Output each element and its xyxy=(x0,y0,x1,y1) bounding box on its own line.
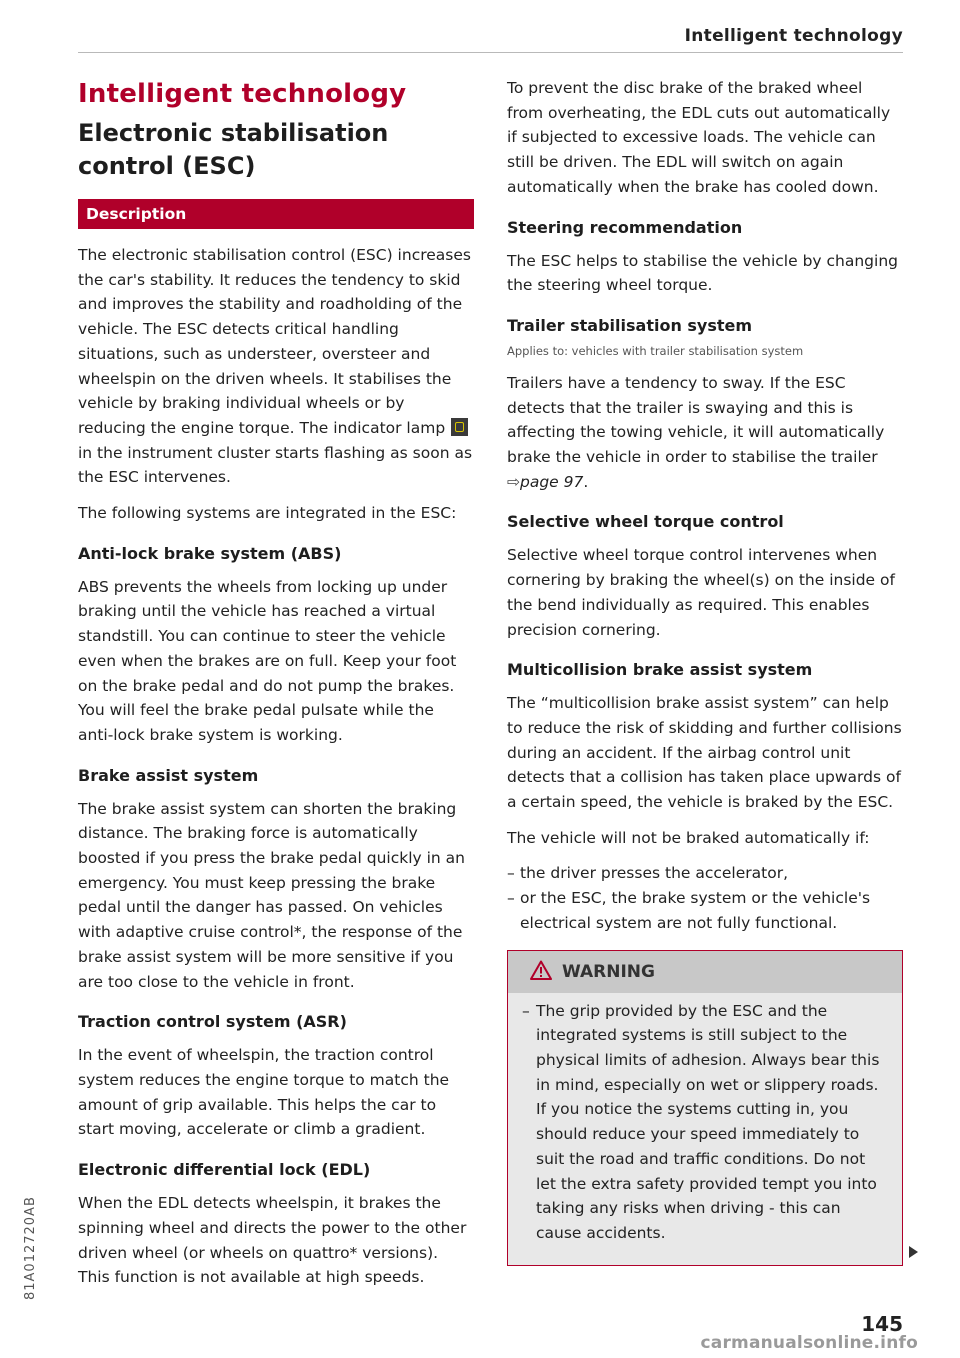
systems-intro: The following systems are integrated in the ESC: xyxy=(78,504,457,523)
left-column xyxy=(78,76,474,1301)
warning-item: – The grip provided by the ESC and the integrated systems is still subject to the physical limits of adhesion. Always bear this in mind, especially on wet or slippery roads. If you notice the systems cutting in, you should reduce your speed immediately to suit the road and traffic conditions. Do not let the extra safety provided tempt you into taking any risks when driving - this can cause accidents. xyxy=(522,999,888,1246)
continue-arrow-icon xyxy=(909,1246,918,1258)
intro-paragraph xyxy=(78,243,474,490)
asr-text: In the event of wheelspin, the traction control system reduces the engine torque to match the amount of grip available. This helps the car to start moving, accelerate or climb a gradient. xyxy=(78,1046,450,1139)
list-item: – the driver presses the accelerator, xyxy=(507,861,903,886)
not-braked-intro: The vehicle will not be braked automatically if: xyxy=(507,828,870,847)
trailer-heading: Trailer stabilisation system xyxy=(507,315,753,335)
description-bar: Description xyxy=(78,199,474,229)
page-ref-arrow-icon: ⇨ xyxy=(507,472,520,491)
page-reference-link[interactable]: page 97 xyxy=(520,472,584,491)
abs-text: ABS prevents the wheels from locking up under braking until the vehicle has reached a virtual standstill. You can continue to steer the vehicle even when the brakes are on full. Keep your foot on the brake pedal and do not pump the brakes. You will feel the brake pedal pulsate while the anti-lock brake system is working. xyxy=(78,577,457,744)
document-code: 81A012720AB xyxy=(23,1196,38,1300)
list-item: – or the ESC, the brake system or the vehicle's electrical system are not fully functional. xyxy=(507,886,903,935)
section-title-line-2: control (ESC) xyxy=(78,152,256,180)
watermark: carmanualsonline.info xyxy=(700,1333,918,1353)
intro-text-before: The electronic stabilisation control (ESC) increases the car's stability. It reduces the tendency to skid and improves the stability and roadholding of the vehicle. The ESC detects critical handling situations, such as understeer, oversteer and wheelspin on the driven wheels. It stabilises the vehicle by braking individual wheels or by reducing the engine torque. The indicator lamp xyxy=(78,246,471,437)
not-braked-list xyxy=(507,861,903,935)
steering-heading: Steering recommendation xyxy=(507,217,743,237)
warning-body xyxy=(508,993,902,1265)
brake-assist-text: The brake assist system can shorten the braking distance. The braking force is automatically boosted if you press the brake pedal quickly in an emergency. You must keep pressing the brake pedal until the danger has passed. On vehicles with adaptive cruise control*, the response of the brake assist system will be more sensitive if you are too close to the vehicle in front. xyxy=(78,799,466,991)
intro-text-after: in the instrument cluster starts flashing as soon as the ESC intervenes. xyxy=(78,443,473,487)
torque-heading: Selective wheel torque control xyxy=(507,512,784,532)
torque-text: Selective wheel torque control intervenes when cornering by braking the wheel(s) on the inside of the bend individually as required. This enables precision cornering. xyxy=(507,546,895,639)
esc-indicator-lamp-icon xyxy=(451,418,468,436)
warning-list xyxy=(522,999,888,1246)
trailer-applies-note: Applies to: vehicles with trailer stabilisation system xyxy=(507,343,804,358)
brake-assist-heading: Brake assist system xyxy=(78,765,259,785)
header-divider xyxy=(78,52,903,53)
trailer-text-body: Trailers have a tendency to sway. If the ESC detects that the trailer is swaying and this is affecting the towing vehicle, it will automatically brake the vehicle in order to stabilise the trailer xyxy=(507,373,885,467)
warning-box xyxy=(507,950,903,1266)
trailer-text-end: . xyxy=(583,472,589,491)
section-title xyxy=(78,117,474,183)
trailer-text xyxy=(507,371,903,495)
abs-heading: Anti-lock brake system (ABS) xyxy=(78,543,342,563)
running-header: Intelligent technology xyxy=(684,26,903,46)
warning-triangle-icon xyxy=(530,960,552,980)
multicollision-heading: Multicollision brake assist system xyxy=(507,660,813,680)
asr-heading: Traction control system (ASR) xyxy=(78,1012,347,1032)
edl-text: When the EDL detects wheelspin, it brakes the spinning wheel and directs the power to the other driven wheel (or wheels on quattro* versions). This function is not available at high speeds. xyxy=(78,1194,467,1287)
edl-heading: Electronic differential lock (EDL) xyxy=(78,1160,371,1180)
warning-title: WARNING xyxy=(562,961,655,982)
multicollision-text: The “multicollision brake assist system” can help to reduce the risk of skidding and further collisions during an accident. If the airbag control unit detects that a collision has taken place upwards of a certain speed, the vehicle is braked by the ESC. xyxy=(507,694,902,812)
warning-header xyxy=(508,951,902,993)
chapter-title: Intelligent technology xyxy=(78,79,407,109)
right-column xyxy=(507,76,903,1266)
steering-text: The ESC helps to stabilise the vehicle by changing the steering wheel torque. xyxy=(507,251,898,295)
edl-continued: To prevent the disc brake of the braked wheel from overheating, the EDL cuts out automatically if subjected to excessive loads. The vehicle can still be driven. The EDL will switch on again automatically when the brake has cooled down. xyxy=(507,79,891,196)
section-title-line-1: Electronic stabilisation xyxy=(78,119,389,147)
page-number: 145 xyxy=(861,1312,903,1336)
